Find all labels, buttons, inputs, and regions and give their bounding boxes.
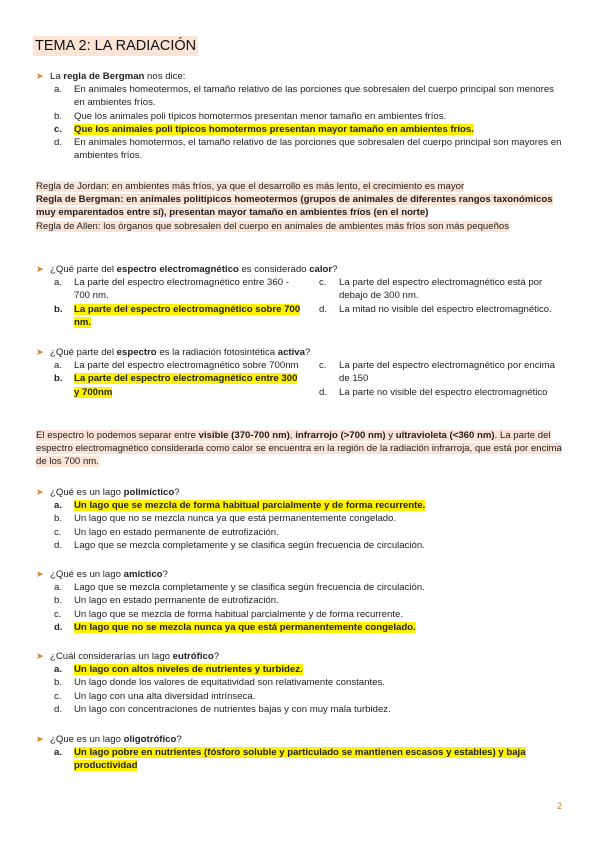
option-b-correct: b. La parte del espectro electromagnético entre 300 y 700nm [54, 373, 298, 398]
option-a: a. La parte del espectro electromagnético entre 360 - 700 nm. [54, 277, 289, 302]
option-d: d. En animales homotermos, el tamaño relativo de las porciones que sobresalen del cuerpo principal son mayores en ambientes fríos. [54, 137, 562, 162]
option-c: c. Un lago en estado permanente de eutrofización. [54, 526, 279, 538]
option-a: a. En animales homeotermos, el tamaño relativo de las porciones que sobresalen del cuerpo principal son menores en ambientes fríos. [54, 84, 554, 109]
note-spectrum: El espectro lo podemos separar entre visible (370-700 nm), infrarrojo (>700 nm) y ultravioleta (<360 nm). La parte del espectro electromagnético considerada como calor se encuentra en la región de la radiación infrarroja, que está por encima de los 700 nm. [36, 430, 562, 468]
option-a-correct: a. Un lago con altos niveles de nutrientes y turbidez. [54, 664, 303, 676]
option-c-correct: c. Que los animales poli típicos homotermos presentan mayor tamaño en ambientes fríos. [54, 123, 474, 135]
option-c: c. La parte del espectro electromagnético está por debajo de 300 nm. [319, 277, 543, 302]
option-d: d. Un lago con concentraciones de nutrientes bajas y con muy mala turbidez. [54, 703, 391, 715]
option-a: a. Lago que se mezcla completamente y se clasifica según frecuencia de circulación. [54, 582, 425, 594]
question-6 [36, 650, 566, 716]
arrow-icon: ➤ [36, 71, 44, 81]
option-b: b. Un lago en estado permanente de eutrofización. [54, 595, 279, 607]
option-b: b. Que los animales poli típicos homotermos presentan menor tamaño en ambientes fríos. [54, 110, 447, 122]
option-c: c. Un lago que se mezcla de forma habitual parcialmente y de forma recurrente. [54, 608, 404, 620]
option-b-correct: b. La parte del espectro electromagnético sobre 700 nm. [54, 303, 301, 328]
question-7 [36, 733, 566, 773]
question-6-text: ➤ ¿Cuál considerarías un lago eutrófico? [36, 651, 220, 662]
question-4 [36, 486, 566, 552]
option-c: c. La parte del espectro electromagnético por encima de 150 [319, 360, 555, 385]
question-3 [36, 346, 566, 399]
arrow-icon: ➤ [36, 569, 44, 579]
question-4-text: ➤ ¿Qué es un lago polimíctico? [36, 487, 180, 498]
question-5 [36, 568, 566, 634]
question-1-text: ➤ La regla de Bergman nos dice: [36, 71, 186, 82]
option-b: b. Un lago donde los valores de equitatividad son relativamente constantes. [54, 677, 385, 689]
question-2 [36, 263, 566, 329]
arrow-icon: ➤ [36, 264, 44, 274]
question-3-text: ➤ ¿Qué parte del espectro es la radiación fotosintética activa? [36, 347, 311, 358]
option-a-correct: a. Un lago pobre en nutrientes (fósforo soluble y particulado se mantienen escasos y estables) y baja productividad [54, 747, 526, 772]
arrow-icon: ➤ [36, 487, 44, 497]
page-title: TEMA 2: LA RADIACIÓN [35, 38, 197, 54]
option-d-correct: d. Un lago que no se mezcla nunca ya que está permanentemente congelado. [54, 621, 416, 633]
option-d: d. La mitad no visible del espectro electromagnético. [319, 303, 552, 315]
question-1 [36, 70, 566, 162]
question-7-text: ➤ ¿Que es un lago oligotrófico? [36, 734, 182, 745]
option-c: c. Un lago con una alta diversidad intrínseca. [54, 690, 256, 702]
note-rules: Regla de Jordan: en ambientes más fríos, ya que el desarrollo es más lento, el crecimiento es mayor Regla de Bergman: en animales politípicos homeotermos (grupos de animales de diferentes rangos taxonómicos muy emparentados entre sí), presentan mayor tamaño en ambientes fríos (en el norte) Regla de Allen: los órganos que sobresalen del cuerpo en animales de ambientes más fríos son más pequeños [36, 181, 553, 232]
option-a-correct: a. Un lago que se mezcla de forma habitual parcialmente y de forma recurrente. [54, 500, 426, 512]
question-5-text: ➤ ¿Qué es un lago amíctico? [36, 569, 168, 580]
option-b: b. Un lago que no se mezcla nunca ya que está permanentemente congelado. [54, 513, 397, 525]
page-number: 2 [557, 801, 563, 811]
arrow-icon: ➤ [36, 734, 44, 744]
arrow-icon: ➤ [36, 651, 44, 661]
option-d: d. La parte no visible del espectro electromagnético [319, 386, 548, 398]
arrow-icon: ➤ [36, 347, 44, 357]
option-a: a. La parte del espectro electromagnético sobre 700nm [54, 360, 299, 372]
option-d: d. Lago que se mezcla completamente y se clasifica según frecuencia de circulación. [54, 539, 425, 551]
question-2-text: ➤ ¿Qué parte del espectro electromagnético es considerado calor? [36, 264, 338, 275]
